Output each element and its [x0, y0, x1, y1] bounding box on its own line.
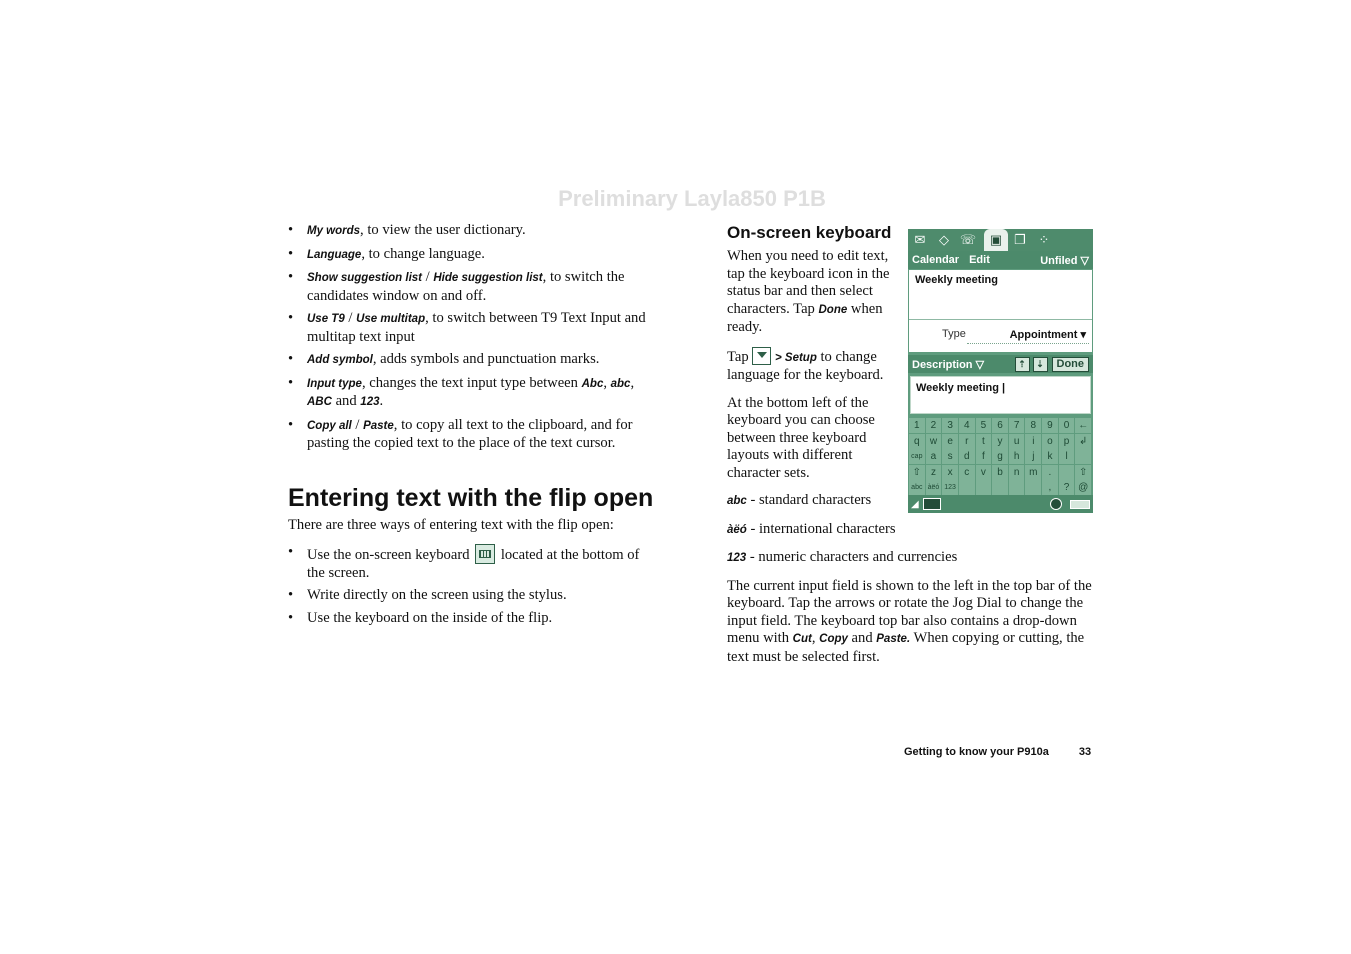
subsection-heading: On-screen keyboard [727, 223, 892, 242]
copy-icon: ❐ [1014, 232, 1026, 247]
type-label: Type [942, 328, 966, 340]
key: 3 [942, 418, 958, 433]
key-row [909, 480, 1092, 495]
key: , [1042, 480, 1058, 495]
list-item: • Input type, changes the text input type between Abc, abc, ABC and 123. [288, 375, 660, 412]
key-row [909, 465, 1092, 480]
layout-item: àëó - international characters [727, 520, 896, 537]
paragraph: The current input field is shown to the left in the top bar of the keyboard. Tap the arrows or rotate the Jog Dial to change the input field. The keyboard top bar also contains a drop-down menu with Cut, Copy and Paste. When copying or cutting, the text must be selected first. [727, 577, 1092, 665]
key: 4 [959, 418, 975, 433]
key: ? [1059, 480, 1075, 495]
list-item: • Add symbol, adds symbols and punctuation marks. [288, 351, 660, 370]
paragraph: Tap > Setup to change language for the keyboard. [727, 348, 884, 383]
key: 0 [1059, 418, 1075, 433]
key: u [1009, 434, 1025, 449]
key: abc [909, 480, 925, 495]
entry-title: Weekly meeting [915, 274, 998, 286]
key: ⇧ [909, 465, 925, 480]
key: f [976, 449, 992, 464]
key: ↲ [1075, 434, 1091, 449]
key: p [1059, 434, 1075, 449]
list-item: • Use the keyboard on the inside of the flip. [288, 610, 660, 628]
key: ← [1075, 418, 1091, 433]
key [1059, 465, 1075, 480]
key: m [1025, 465, 1041, 480]
left-column [288, 222, 660, 632]
key: j [1025, 449, 1041, 464]
app-launcher-bar [908, 229, 1093, 251]
list-item: • Use the on-screen keyboard located at the bottom of the screen. [288, 544, 660, 582]
key: 7 [1009, 418, 1025, 433]
clock-icon [1050, 498, 1062, 510]
key: 2 [926, 418, 942, 433]
phone-icon: ☏ [959, 232, 977, 247]
input-text: Weekly meeting | [916, 382, 1006, 394]
list-item: • Language, to change language. [288, 246, 660, 265]
battery-icon [1070, 500, 1090, 509]
key: t [976, 434, 992, 449]
key: w [926, 434, 942, 449]
menu-edit: Edit [969, 254, 990, 266]
key [976, 480, 992, 495]
arrow-down-icon: ⇣ [1033, 357, 1048, 372]
keyboard-top-bar [908, 355, 1093, 373]
key: o [1042, 434, 1058, 449]
key: d [959, 449, 975, 464]
key: 8 [1025, 418, 1041, 433]
key: 1 [909, 418, 925, 433]
mail-icon: ✉ [914, 232, 926, 247]
key: 9 [1042, 418, 1058, 433]
field-label: Description ▽ [912, 358, 985, 371]
key: l [1059, 449, 1075, 464]
done-button: Done [1052, 357, 1090, 372]
key [992, 480, 1008, 495]
menu-options-list [288, 222, 660, 453]
key: g [992, 449, 1008, 464]
key [1009, 480, 1025, 495]
arrow-up-icon: ⇡ [1015, 357, 1030, 372]
key: @ [1075, 480, 1091, 495]
key: 5 [976, 418, 992, 433]
key: i [1025, 434, 1041, 449]
grid-icon: ⁘ [1038, 232, 1050, 247]
key: y [992, 434, 1008, 449]
key: v [976, 465, 992, 480]
device-menu-bar [908, 251, 1093, 269]
key: q [909, 434, 925, 449]
menu-unfiled: Unfiled ▽ [1040, 254, 1089, 267]
key: àëó [926, 480, 942, 495]
type-value: Appointment ▾ [1009, 329, 1086, 341]
footer-chapter: Getting to know your P910a [904, 746, 1049, 758]
key: ⇧ [1075, 465, 1091, 480]
list-item: • Show suggestion list / Hide suggestion list, to switch the candidates window on and off. [288, 269, 660, 305]
key: . [1042, 465, 1058, 480]
key: b [992, 465, 1008, 480]
intro-text: There are three ways of entering text with the flip open: [288, 516, 614, 533]
list-item: • Write directly on the screen using the stylus. [288, 587, 660, 605]
key [1025, 480, 1041, 495]
entry-methods-list [288, 544, 660, 627]
layout-item: abc - standard characters [727, 492, 872, 508]
key: cap [909, 449, 925, 464]
device-screenshot [908, 229, 1093, 513]
paragraph: When you need to edit text, tap the keyboard icon in the status bar and then select characters. Tap Done when ready. [727, 248, 890, 335]
key: n [1009, 465, 1025, 480]
key [1075, 449, 1091, 464]
page-number: 33 [1078, 746, 1092, 758]
keyboard-icon [475, 544, 495, 564]
key: k [1042, 449, 1058, 464]
key: s [942, 449, 958, 464]
key: x [942, 465, 958, 480]
keyboard-icon [923, 498, 941, 510]
onscreen-keyboard [909, 418, 1092, 495]
list-item: • Use T9 / Use multitap, to switch between T9 Text Input and multitap text input [288, 310, 660, 346]
list-item: • Copy all / Paste, to copy all text to the clipboard, and for pasting the copied text to the place of the text cursor. [288, 417, 660, 453]
key: a [926, 449, 942, 464]
key: 6 [992, 418, 1008, 433]
section-heading: Entering text with the flip open [288, 483, 654, 512]
paragraph: At the bottom left of the keyboard you can choose between three keyboard layouts with different character sets. [727, 394, 875, 481]
key: h [1009, 449, 1025, 464]
key-row [909, 449, 1092, 464]
signal-icon: ◢ [911, 498, 919, 510]
key: e [942, 434, 958, 449]
key-row [909, 434, 1092, 449]
layout-item: 123 - numeric characters and currencies [727, 549, 958, 565]
key: z [926, 465, 942, 480]
list-item: • My words, to view the user dictionary. [288, 222, 660, 241]
menu-calendar: Calendar [912, 254, 960, 266]
page-footer [904, 746, 1091, 758]
key: r [959, 434, 975, 449]
entry-card [909, 270, 1092, 352]
device-status-bar [908, 495, 1093, 513]
watermark: Preliminary Layla850 P1B [558, 186, 826, 211]
calendar-icon: ▣ [984, 229, 1008, 251]
eraser-icon: ◇ [939, 232, 949, 247]
key [959, 480, 975, 495]
key: c [959, 465, 975, 480]
key-row [909, 418, 1092, 433]
key: 123 [942, 480, 958, 495]
dropdown-arrow-icon [752, 347, 771, 365]
text-input-field [910, 376, 1091, 414]
